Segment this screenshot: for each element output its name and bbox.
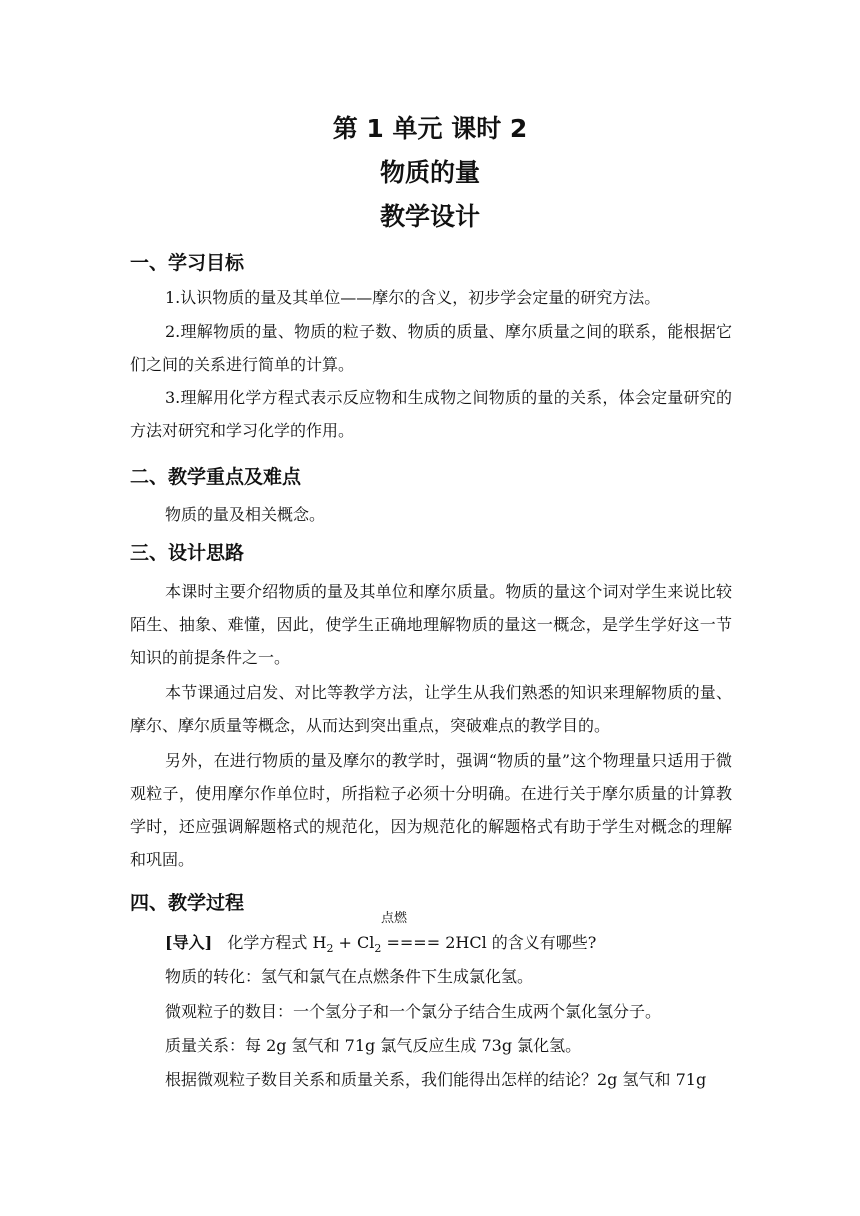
- key-points-text: 物质的量及相关概念。: [165, 505, 326, 524]
- objective-item-3: 3.理解用化学方程式表示反应物和生成物之间物质的量的关系，体会定量研究的方法对研究和学习化学的作用。: [130, 388, 732, 440]
- process-line-4: 根据微观粒子数目关系和质量关系，我们能得出怎样的结论？2g 氢气和 71g: [165, 1070, 707, 1089]
- intro-pre: 化学方程式 H: [227, 933, 327, 952]
- objective-item-1: 1.认识物质的量及其单位——摩尔的含义，初步学会定量的研究方法。: [165, 288, 661, 307]
- reaction-arrow: ====: [381, 933, 446, 952]
- plus-cl: + Cl: [333, 933, 375, 952]
- h2-subscript: 2: [326, 942, 334, 956]
- reaction-condition: 点燃: [381, 911, 408, 926]
- design-para-3: 另外，在进行物质的量及摩尔的教学时，强调“物质的量”这个物理量只适用于微观粒子，使用摩尔作单位时，所指粒子必须十分明确。在进行关于摩尔质量的计算教学时，还应强调解题格式的规范化，因为规范化的解题格式有助于学生对概念的理解和巩固。: [130, 751, 732, 869]
- design-para-1: 本课时主要介绍物质的量及其单位和摩尔质量。物质的量这个词对学生来说比较陌生、抽象、难懂，因此，使学生正确地理解物质的量这一概念，是学生学好这一节知识的前提条件之一。: [130, 582, 732, 667]
- process-line-2: 微观粒子的数目：一个氢分子和一个氯分子结合生成两个氯化氢分子。: [165, 1002, 662, 1021]
- doc-title-type: 教学设计: [379, 202, 480, 231]
- process-line-1: 物质的转化：氢气和氯气在点燃条件下生成氯化氢。: [165, 967, 534, 986]
- intro-post: 2HCl 的含义有哪些?: [445, 933, 597, 952]
- section-heading-objectives: 一、学习目标: [130, 252, 245, 274]
- doc-title-topic: 物质的量: [379, 158, 480, 187]
- design-para-2: 本节课通过启发、对比等教学方法，让学生从我们熟悉的知识来理解物质的量、摩尔、摩尔质量等概念，从而达到突出重点，突破难点的教学目的。: [130, 683, 732, 735]
- section-heading-process: 四、教学过程: [130, 892, 245, 914]
- doc-title-unit: 第 1 单元 课时 2: [332, 114, 528, 143]
- objective-item-2: 2.理解物质的量、物质的粒子数、物质的质量、摩尔质量之间的联系，能根据它们之间的关系进行简单的计算。: [130, 322, 732, 374]
- process-line-3: 质量关系：每 2g 氢气和 71g 氯气反应生成 73g 氯化氢。: [165, 1036, 582, 1055]
- section-heading-key-points: 二、教学重点及难点: [130, 466, 302, 488]
- cl2-subscript: 2: [374, 942, 382, 956]
- section-heading-design: 三、设计思路: [130, 542, 245, 564]
- intro-tag: [导入]: [165, 933, 213, 952]
